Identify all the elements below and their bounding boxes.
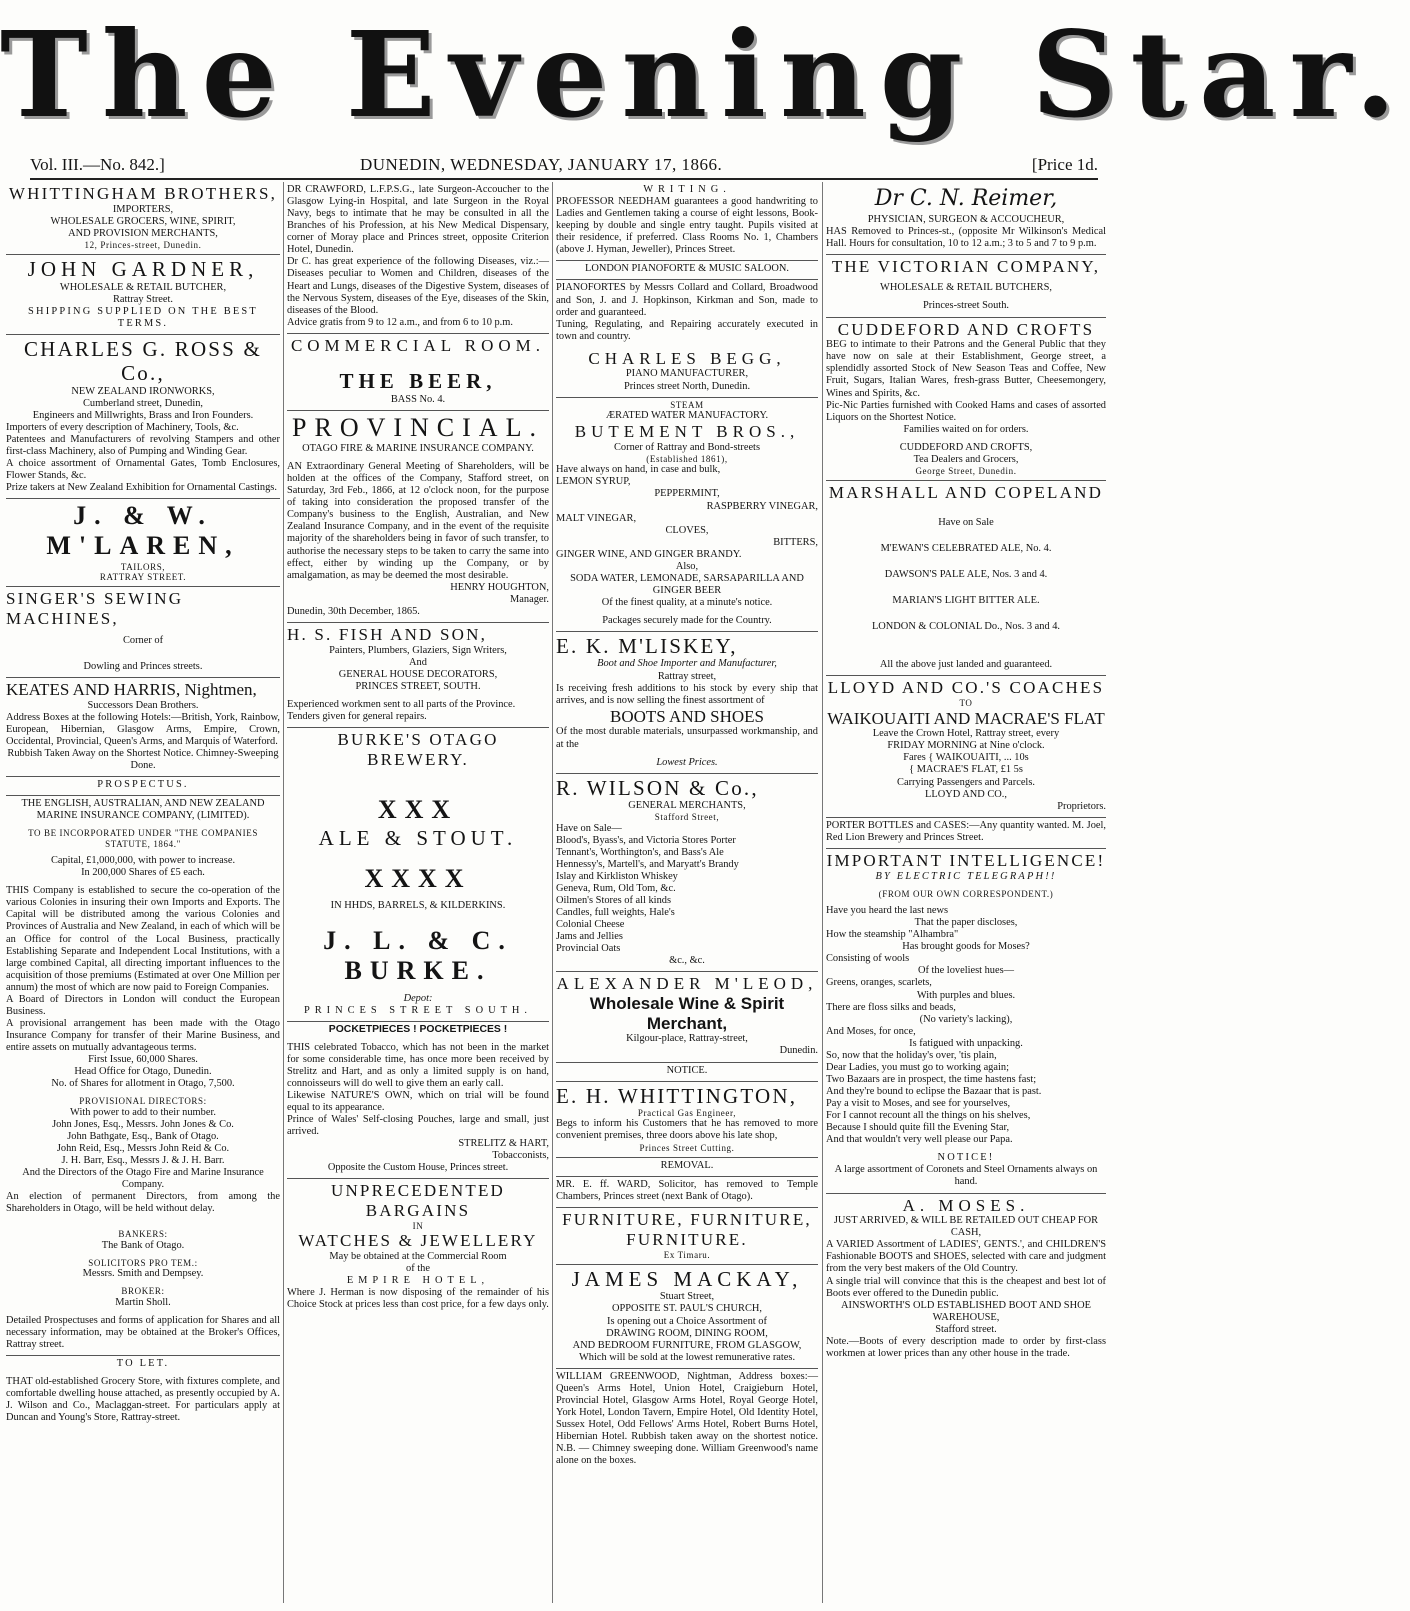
ad-text-line: RASPBERRY VINEGAR, [706,500,818,512]
ad-text-line: CUDDEFORD AND CROFTS, [899,441,1033,453]
ad-text-line: Consisting of wools [826,953,910,965]
spacer [287,850,549,864]
ad-text-line: Islay and Kirkliston Whiskey [556,870,678,882]
ad-text-line: FRIDAY MORNING at Nine o'clock. [887,740,1045,752]
ad-text-line: John Reid, Esq., Messrs John Reid & Co. [56,1142,230,1154]
ad-text-line: Dr C. has great experience of the following Diseases, viz.:—Diseases peculiar to Women and Children, diseases of the Heart and Lungs, diseases of the Digestive System, diseases of the Nervous System, diseases of the Eye, diseases of the Skin, diseases of the Blood. [287,256,549,316]
ad-text-line: MARSHALL AND COPELAND [828,483,1104,503]
ad-text-line: NOTICE! [937,1152,995,1164]
ad-text-line: Candles, full weights, Hale's [556,906,675,918]
advertisement [556,1369,818,1472]
ad-text-line: All the above just landed and guaranteed. [879,659,1053,671]
ad-text-line: A provisional arrangement has been made with the Otago Insurance Company for transfer of their Marine Business, and entire assets on mutually advantageous terms. [6,1017,280,1054]
ad-text-line: SHIPPING SUPPLIED ON THE BEST TERMS. [28,305,258,329]
ad-text-line: (Established 1861), [646,453,728,464]
ad-text-line: Successors Dean Brothers. [87,699,199,711]
ad-text-line: PEPPERMINT, [654,488,720,500]
ad-text-line: IMPORTERS, [112,203,174,215]
ad-text-line: Greens, oranges, scarlets, [826,977,932,989]
ad-text-line: Painters, Plumbers, Glaziers, Sign Writers, [329,644,507,656]
spacer [826,503,1106,517]
ad-text-line: &c., &c. [669,955,705,967]
ad-text-line: JUST ARRIVED, & WILL BE RETAILED OUT CHEAP FOR CASH, [833,1215,1099,1239]
spacer [287,769,549,795]
advertisement [826,318,1106,482]
ad-text-line: Jams and Jellies [556,931,623,943]
ad-text-line: AND BEDROOM FURNITURE, FROM GLASGOW, [572,1339,802,1351]
ad-text-line: Lowest Prices. [656,756,718,768]
ad-text-line: NEW ZEALAND IRONWORKS, [71,385,215,397]
ad-text-line: Stuart Street, [659,1291,715,1303]
ad-text-line: Provincial Oats [556,943,621,955]
ad-text-line: LONDON & COLONIAL Do., Nos. 3 and 4. [871,621,1061,633]
ad-text-line: THAT old-established Grocery Store, with fixtures complete, and comfortable dwelling house attached, as presently occupied by A. J. Wilson and Co., Maclaggan-street. For particulars apply at Duncan and Young's Store, Rattray-street. [6,1376,280,1424]
ad-text-line: A large assortment of Coronets and Steel Ornaments always on hand. [834,1164,1098,1188]
ad-text-line: BOOTS AND SHOES [610,706,764,726]
ad-text-line: An election of permanent Directors, from among the Shareholders in Otago, will be held without delay. [6,1191,280,1215]
ad-text-line: { MACRAE'S FLAT, £1 5s [909,764,1023,776]
ad-text-line: M'EWAN'S CELEBRATED ALE, No. 4. [880,543,1052,555]
advertisement [556,1082,818,1158]
advertisement [6,499,280,587]
advertisement [556,1158,818,1177]
ad-text-line: PIANO MANUFACTURER, [625,368,749,380]
ad-text-line: Stafford Street, [654,812,720,823]
price: [Price 1d. [1031,155,1098,174]
spacer [6,647,280,661]
ad-text-line: STEAM [670,399,704,410]
ad-text-line: BURKE'S OTAGO BREWERY. [337,730,499,769]
ad-text-line: Geneva, Rum, Old Tom, &c. [556,882,676,894]
ad-text-line: And the Directors of the Otago Fire and Marine Insurance Company. [22,1167,264,1191]
ad-text-line: Note.—Boots of every description made to order by first-class workmen at lower prices than any other house in the trade. [826,1335,1106,1359]
ad-text-line: Patentees and Manufacturers of revolving Stampers and other first-class Machinery, also of Pumping and Winding Gear. [6,433,280,457]
advertisement [6,255,280,335]
ad-text-line: POCKETPIECES ! POCKETPIECES ! [328,1023,508,1035]
advertisement [6,777,280,796]
ad-text-line: Manager. [510,593,549,605]
advertisement [287,728,549,1022]
ad-text-line: GENERAL HOUSE DECORATORS, [338,668,498,680]
advertisement [556,398,818,633]
ad-text-line: HENRY HOUGHTON, [450,581,549,593]
ad-text-line: Two Bazaars are in prospect, the time hastens fast; [826,1073,1037,1085]
ad-text-line: R. WILSON & Co., [556,775,759,800]
advertisement [287,1179,549,1315]
ad-text-line: A. MOSES. [902,1195,1030,1215]
ad-text-line: ÆRATED WATER MANUFACTORY. [605,410,769,422]
ad-text-line: Where J. Herman is now disposing of the remainder of his Choice Stock at prices less than cost price, for a few days only. [287,1287,549,1311]
ad-text-line: Tea Dealers and Grocers, [913,453,1019,465]
ad-text-line: (FROM OUR OWN CORRESPONDENT.) [878,888,1054,899]
advertisement [556,1208,818,1265]
ad-text-line: Depot: [403,992,433,1004]
column-rule [822,182,823,1603]
ad-text-line: Kilgour-place, Rattray-street, [626,1033,748,1045]
ad-text-line: LLOYD AND CO., [925,788,1007,800]
ad-text-line: STRELITZ & HART, [458,1138,549,1150]
ad-text-line: Cumberland street, Dunedin, [82,397,204,409]
ad-text-line: IN [412,1220,424,1231]
masthead [0,0,1410,150]
ad-text-line: Also, [675,560,699,572]
ad-text-line: PORTER BOTTLES and CASES:—Any quantity wanted. M. Joel, Red Lion Brewery and Princes Street. [826,819,1106,843]
column-rule [283,182,284,1603]
advertisement [556,774,818,973]
ad-text-line: Dear Ladies, you must go to working again; [826,1061,1009,1073]
ad-text-line: WHOLESALE & RETAIL BUTCHERS, [880,282,1052,294]
advertisement [6,182,280,255]
advertisement [556,632,818,774]
ad-text-line: DR CRAWFORD, L.F.P.S.G., late Surgeon-Accoucher to the Glasgow Lying-in Hospital, and late Surgeon in the Royal Navy, begs to intimate that he may be consulted in all the Branches of his Profession, at his New Medical Dispensary, corner of Moray place and Princes street, opposite Criterion Hotel, Dunedin. [287,184,549,256]
ad-text-line: Importers of every description of Machinery, Tools, &c. [6,421,239,433]
advertisement [6,335,280,499]
ad-text-line: SOLICITORS PRO TEM.: [88,1257,198,1268]
ad-text-line: No. of Shares for allotment in Otago, 7,500. [51,1078,235,1090]
ad-text-line: The Bank of Otago. [101,1239,185,1251]
ad-text-line: PROSPECTUS. [97,779,189,791]
ad-text-line: First Issue, 60,000 Shares. [88,1054,198,1066]
ad-text-line: LEMON SYRUP, [556,476,631,488]
ad-text-line: OTAGO FIRE & MARINE INSURANCE COMPANY. [302,443,534,455]
ad-text-line: Dowling and Princes streets. [83,660,203,672]
ad-text-line: TO [959,698,973,709]
place-and-date: DUNEDIN, WEDNESDAY, JANUARY 17, 1866. [360,155,723,174]
ad-text-line: REMOVAL. [660,1159,714,1171]
ad-text-line: SINGER'S SEWING MACHINES, [6,589,184,629]
ad-text-line: (No variety's lacking), [919,1013,1013,1025]
ad-text-line: Likewise NATURE'S OWN, which on trial will be found equal to its appearance. [287,1089,549,1113]
ad-text-line: PROFESSOR NEEDHAM guarantees a good handwriting to Ladies and Gentlemen taking a course of eight lessons, Book-keeping by double and single entry taught. Pupils visited at their residence, if preferred. Class Rooms No. 1, Chambers (above J. Hyman, Jeweller), Princes Street. [556,196,818,256]
advertisement [826,481,1106,676]
ad-text-line: RATTRAY STREET. [99,571,187,582]
ad-text-line: Families waited on for orders. [903,423,1029,435]
advertisement [287,1022,549,1180]
ad-text-line: Carrying Passengers and Parcels. [897,776,1035,788]
ad-text-line: Fares { WAIKOUAITI, ... 10s [903,752,1029,764]
ad-text-line: WRITING. [643,184,731,195]
ad-text-line: And that wouldn't very well please our Papa. [826,1134,1013,1146]
ad-text-line: Engineers and Millwrights, Brass and Iron Founders. [32,409,254,421]
ad-text-line: COMMERCIAL ROOM. [290,335,546,355]
ad-text-line: Tuning, Regulating, and Repairing accurately executed in town and country. [556,318,818,342]
ad-text-line: With power to add to their number. [70,1106,216,1118]
ad-text-line: With purples and blues. [916,989,1016,1001]
ad-text-line: BANKERS: [118,1229,168,1240]
advertisement [556,1265,818,1369]
spacer [826,555,1106,569]
ad-text-line: John Bathgate, Esq., Bank of Otago. [67,1130,219,1142]
ad-text-line: There are floss silks and beads, [826,1001,956,1013]
ad-text-line: Prince of Wales' Self-closing Pouches, large and small, just arrived. [287,1114,549,1138]
advertisement [826,182,1106,255]
ad-text-line: BEG to intimate to their Patrons and the General Public that they have now on sale at their Establishment, George street, a splendidly assorted Stock of New Season Teas and Coffee, New Fruit, Sugars, Italian Wares, fresh-grass Butter, Cheesemongery, Wines and Spirits, &c. [826,339,1106,399]
ad-text-line: And they're bound to eclipse the Bazaar that is past. [826,1086,1042,1098]
ad-text-line: IN HHDS, BARRELS, & KILDERKINS. [330,900,506,912]
ad-text-line: MALT VINEGAR, [556,512,637,524]
ad-text-line: Dunedin. [779,1045,818,1057]
ad-text-line: Is opening out a Choice Assortment of [607,1315,767,1327]
ad-text-line: Messrs. Smith and Dempsey. [82,1268,204,1280]
ad-text-line: Have on Sale [938,517,994,529]
ad-text-line: Stafford street. [935,1323,997,1335]
advertisement [6,796,280,1356]
ad-text-line: OPPOSITE ST. PAUL'S CHURCH, [612,1303,762,1315]
ad-text-line: Opposite the Custom House, Princes street. [327,1162,509,1174]
column-2 [287,182,549,1605]
advertisement [287,411,549,623]
ad-text-line: FURNITURE. [626,1229,748,1249]
advertisement [6,587,280,678]
ad-text-line: Dunedin, 30th December, 1865. [287,605,420,617]
ad-text-line: Of the finest quality, at a minute's notice. [601,597,773,608]
ad-text-line: In 200,000 Shares of £5 each. [81,867,205,879]
ad-text-line: BUTEMENT BROS., [574,422,800,442]
column-rule [552,182,553,1603]
advertisement [826,818,1106,849]
ad-text-line: Corner of Rattray and Bond-streets [613,441,760,453]
ad-text-line: Head Office for Otago, Dunedin. [74,1066,212,1078]
spacer [826,633,1106,659]
ad-text-line: JAMES MACKAY, [571,1267,803,1292]
ad-text-line: WHOLESALE GROCERS, WINE, SPIRIT, [50,215,236,227]
advertisement [287,182,549,334]
advertisement [556,1177,818,1208]
advertisement [287,334,549,411]
ad-text-line: That the paper discloses, [914,917,1018,929]
ad-text-line: PIANOFORTES by Messrs Collard and Collard, Broadwood and Son, J. and J. Hopkinson, Kirkman and Son, made to order and guaranteed. [556,282,818,318]
ad-text-line: WHOLESALE & RETAIL BUTCHER, [59,281,227,293]
ad-text-line: Of the most durable materials, unsurpassed workmanship, and at the [556,726,818,750]
advertisement [826,255,1106,318]
column-1 [6,182,280,1605]
advertisement [556,280,818,397]
ad-text-line: WHITTINGHAM BROTHERS, [8,184,278,203]
ad-text-line: A VARIED Assortment of LADIES', GENTS.', and CHILDREN'S Fashionable BOOTS and SHOES, selected with care and judgment from the very best makers of the Old Country. [826,1239,1106,1275]
ad-text-line: PRINCES STREET SOUTH. [303,1004,533,1016]
ad-text-line: CUDDEFORD AND CROFTS [837,319,1095,339]
ad-text-line: XXXX [364,863,472,893]
ad-text-line: Tenders given for general repairs. [287,710,427,722]
advertisement [556,182,818,261]
ad-text-line: And Moses, for once, [826,1025,916,1037]
ad-text-line: May be obtained at the Commercial Room [329,1250,507,1262]
newspaper-title: The Evening Star. [0,5,1410,144]
ad-text-line: JOHN GARDNER, [27,257,259,282]
ad-text-line: PHYSICIAN, SURGEON & ACCOUCHEUR, [867,213,1065,225]
ad-text-line: Begs to inform his Customers that he has removed to more convenient premises, three doors above his late shop, [556,1118,818,1142]
ad-text-line: BASS No. 4. [390,393,446,405]
ad-text-line: UNPRECEDENTED BARGAINS [330,1181,506,1221]
advertisement [6,678,280,777]
ad-text-line: GENERAL MERCHANTS, [628,800,746,811]
ad-text-line: AINSWORTH'S OLD ESTABLISHED BOOT AND SHOE WAREHOUSE, [841,1299,1091,1323]
ad-text-line: GINGER WINE, AND GINGER BRANDY. [556,548,742,560]
ad-text-line: THIS celebrated Tobacco, which has not been in the market for some considerable time, has once more been received by Strelitz and Hart, and as only a limited supply is on hand, connoisseurs will do well to give them an early call. [287,1041,549,1089]
ad-text-line: Because I should quite fill the Evening Star, [826,1122,1010,1134]
ad-text-line: WAIKOUAITI AND MACRAE'S FLAT [827,708,1105,728]
ad-text-line: Princes-street South. [923,300,1009,312]
ad-text-line: AN Extraordinary General Meeting of Shareholders, will be holden at the offices of the Company, Stafford street, on Saturday, 3rd Feb., 1866, at 12 o'clock noon, for the purpose of taking into consideration the proposed transfer of the Company's business to the English, Australian, and New Zealand Insurance Company, and in the event of the requisite majority of the shareholders being in favor of such transfer, to authorise the necessary steps to be taken to carry the same into effect, either by winding up the Company, or by amalgamation, as may be deemed the most desirable. [287,461,549,581]
ad-text-line: LLOYD AND CO.'S COACHES [827,678,1105,698]
ad-text-line: AND PROVISION MERCHANTS, [68,227,218,239]
ad-text-line: MARIAN'S LIGHT BITTER ALE. [892,595,1040,607]
ad-text-line: CHARLES BEGG, [588,348,786,368]
ad-text-line: Tobacconists, [492,1150,549,1162]
advertisement [826,1194,1106,1364]
ad-text-line: Boot and Shoe Importer and Manufacturer, [597,658,777,670]
ad-text-line: FURNITURE, FURNITURE, [562,1210,812,1230]
ad-text-line: Capital, £1,000,000, with power to increase. [50,855,236,867]
ad-text-line: WATCHES & JEWELLERY [298,1231,538,1251]
ad-text-line: Leave the Crown Hotel, Rattray street, every [872,728,1060,740]
advertisement [287,623,549,728]
ad-text-line: XXX [377,795,459,825]
ad-text-line: Rattray Street. [112,293,173,305]
ad-text-line: Corner of [122,634,164,646]
ad-text-line: Has brought goods for Moses? [902,941,1030,953]
ad-text-line: TO BE INCORPORATED UNDER "THE COMPANIES STATUTE, 1864." [28,828,258,849]
ad-text-line: Packages securely made for the Country. [602,615,772,627]
spacer [826,581,1106,595]
advertisement [826,676,1106,817]
ad-text-line: THE BEER, [339,369,497,394]
ad-text-line: CLOVES, [665,524,709,536]
ad-text-line: Proprietors. [1057,800,1106,812]
spacer [287,355,549,369]
ad-text-line: ALE & STOUT. [318,825,518,850]
spacer [826,529,1106,543]
ad-text-line: BROKER: [121,1286,165,1297]
ad-text-line: NOTICE. [666,1064,708,1076]
ad-text-line: EMPIRE HOTEL, [346,1275,490,1287]
ad-text-line: Rattray street, [657,670,717,682]
ad-text-line: PROVISIONAL DIRECTORS: [79,1096,207,1107]
ad-text-line: IMPORTANT INTELLIGENCE! [826,850,1106,870]
ad-text-line: DRAWING ROOM, DINING ROOM, [606,1327,768,1339]
ad-text-line: TAILORS, [120,561,166,572]
ad-text-line: Oilmen's Stores of all kinds [556,894,672,906]
advertisement [826,849,1106,1194]
ad-text-line: BY ELECTRIC TELEGRAPH!! [875,870,1057,882]
ad-text-line: THE VICTORIAN COMPANY, [831,256,1101,276]
ad-text-line: Practical Gas Engineer, [637,1107,737,1118]
ad-text-line: Is receiving fresh additions to his stock by every ship that arrives, and is now selling the finest assortment of [556,682,818,706]
advertisement [556,1063,818,1082]
ad-text-line: J. L. & C. BURKE. [323,926,513,986]
ad-text-line: George Street, Dunedin. [915,465,1017,476]
ad-text-line: H. S. FISH AND SON, [287,624,488,644]
ad-text-line: Ex Timaru. [663,1249,711,1260]
ad-text-line: Prize takers at New Zealand Exhibition for Ornamental Castings. [6,482,277,494]
ad-text-line: For I cannot recount all the things on his shelves, [826,1110,1031,1122]
ad-text-line: BITTERS, [773,536,818,548]
ad-text-line: Dr C. N. Reimer, [874,186,1058,211]
ad-text-line: Of the loveliest hues— [917,965,1015,977]
ad-text-line: Princes street North, Dunedin. [623,380,751,392]
ad-text-line: THE ENGLISH, AUSTRALIAN, AND NEW ZEALAND MARINE INSURANCE COMPANY, (LIMITED). [21,798,265,822]
ad-text-line: HAS Removed to Princes-st., (opposite Mr Wilkinson's Medical Hall. Hours for consultation, 10 to 12 a.m.; 3 to 5 and 7 to 9 p.m. [826,225,1106,249]
ad-text-line: DAWSON'S PALE ALE, Nos. 3 and 4. [884,569,1048,581]
ad-text-line: John Jones, Esq., Messrs. John Jones & Co. [52,1118,234,1130]
ad-text-line: TO LET. [116,1358,170,1370]
advertisement [6,1356,280,1428]
ad-text-line: Address Boxes at the following Hotels:—British, York, Rainbow, European, Hibernian, Glasgow Arms, Empire, Crown, Occidental, Provincial, Queen's Arms, and Marquis of Waterford. [6,711,280,747]
ad-text-line: Detailed Prospectuses and forms of application for Shares and all necessary information, may be obtained at the Broker's Offices, Rattray street. [6,1314,280,1350]
ad-text-line: Have always on hand, in case and bulk, [556,464,721,476]
ad-text-line: PROVINCIAL. [292,412,544,442]
column-3 [556,182,818,1605]
ad-text-line: Colonial Cheese [556,919,625,930]
ad-text-line: And [409,656,427,668]
ad-text-line: KEATES AND HARRIS, Nightmen, [6,679,257,699]
ad-text-line: Advice gratis from 9 to 12 a.m., and from 6 to 10 p.m. [287,316,513,328]
ad-text-line: Wholesale Wine & Spirit Merchant, [589,993,785,1033]
ad-text-line: E. K. M'LISKEY, [556,634,738,659]
spacer [826,607,1106,621]
ad-text-line: A choice assortment of Ornamental Gates, Tomb Enclosures, Flower Stands, &c. [6,458,280,482]
advertisement [556,972,818,1062]
ad-text-line: J. H. Barr, Esq., Messrs J. & J. H. Barr. [61,1155,225,1167]
ad-text-line: LONDON PIANOFORTE & MUSIC SALOON. [584,263,790,275]
volume-number: Vol. III.—No. 842.] [30,155,165,174]
ad-text-line: SODA WATER, LEMONADE, SARSAPARILLA AND GINGER BEER [570,572,804,596]
ad-text-line: 12, Princes-street, Dunedin. [84,239,202,250]
spacer [287,912,549,926]
ad-text-line: Have on Sale— [556,822,622,834]
ad-text-line: Princes Street Cutting. [639,1142,735,1153]
ad-text-line: MR. E. ff. WARD, Solicitor, has removed to Temple Chambers, Princes street (next Bank of Otago). [556,1179,818,1203]
ad-text-line: THIS Company is established to secure the co-operation of the various Colonies in insuring their own Imports and Exports. The Capital will be distributed among the various Colonies and Provinces of Australia and New Zealand, in each of which will be an Office for control of the Local Business, practically Establishing Separate and Independent Local Institutions, with a large combined Capital, all directing important influences to the acquisition of those premiums (Estimated at over One Million per annum) the most of which are now paid to Foreign Companies. [6,885,280,993]
ad-text-line: Is fatigued with unpacking. [909,1037,1023,1049]
ad-text-line: Tennant's, Worthington's, and Bass's Ale [556,846,724,858]
ad-text-line: CHARLES G. ROSS & Co., [23,336,263,386]
ad-text-line: A Board of Directors in London will conduct the European Business. [6,993,280,1017]
ad-text-line: Hennessy's, Martell's, and Maryatt's Brandy [556,858,739,870]
ad-text-line: PRINCES STREET, SOUTH. [355,680,481,692]
ad-text-line: Which will be sold at the lowest remunerative rates. [578,1351,796,1363]
ad-text-line: Blood's, Byass's, and Victoria Stores Porter [556,834,736,846]
ad-text-line: WILLIAM GREENWOOD, Nightman, Address boxes:—Queen's Arms Hotel, Union Hotel, Craigieburn Hotel, Provincial Hotel, Glasgow Arms Hotel, Royal George Hotel, York Hotel, London Tavern, Empire Hotel, Old Identity Hotel, Sussex Hotel, Odd Fellows' Arms Hotel, Robert Burns Hotel, Hibernian Hotel. Rubbish taken away on the shortest notice. N.B. — Chimney sweeping done. William Greenwood's name alone on the boxes. [556,1370,818,1467]
ad-text-line: Pic-Nic Parties furnished with Cooked Hams and cases of assorted Liquors on the Shortest Notice. [826,399,1106,423]
ad-text-line: How the steamship "Alhambra" [826,929,959,941]
ad-text-line: J. & W. M'LAREN, [46,501,240,561]
ad-text-line: Have you heard the last news [826,905,949,917]
advertisement [556,261,818,280]
ad-text-line: Pay a visit to Moses, and see for yourselves, [826,1098,1011,1110]
ad-text-line: ALEXANDER M'LEOD, [556,974,818,994]
ad-text-line: Martin Sholl. [115,1296,171,1308]
ad-text-line: Experienced workmen sent to all parts of the Province. [287,698,516,710]
column-4 [826,182,1106,1605]
ad-text-line: Rubbish Taken Away on the Shortest Notice. Chimney-Sweeping Done. [7,747,279,772]
ad-text-line: of the [406,1263,430,1275]
dateline [30,152,1098,180]
spacer [6,1215,280,1229]
ad-text-line: So, now that the holiday's over, 'tis plain, [826,1049,997,1061]
ad-text-line: E. H. WHITTINGTON, [556,1083,798,1108]
ad-text-line: A single trial will convince that this is the cheapest and best lot of Boots ever offered to the Dunedin public. [826,1275,1106,1299]
